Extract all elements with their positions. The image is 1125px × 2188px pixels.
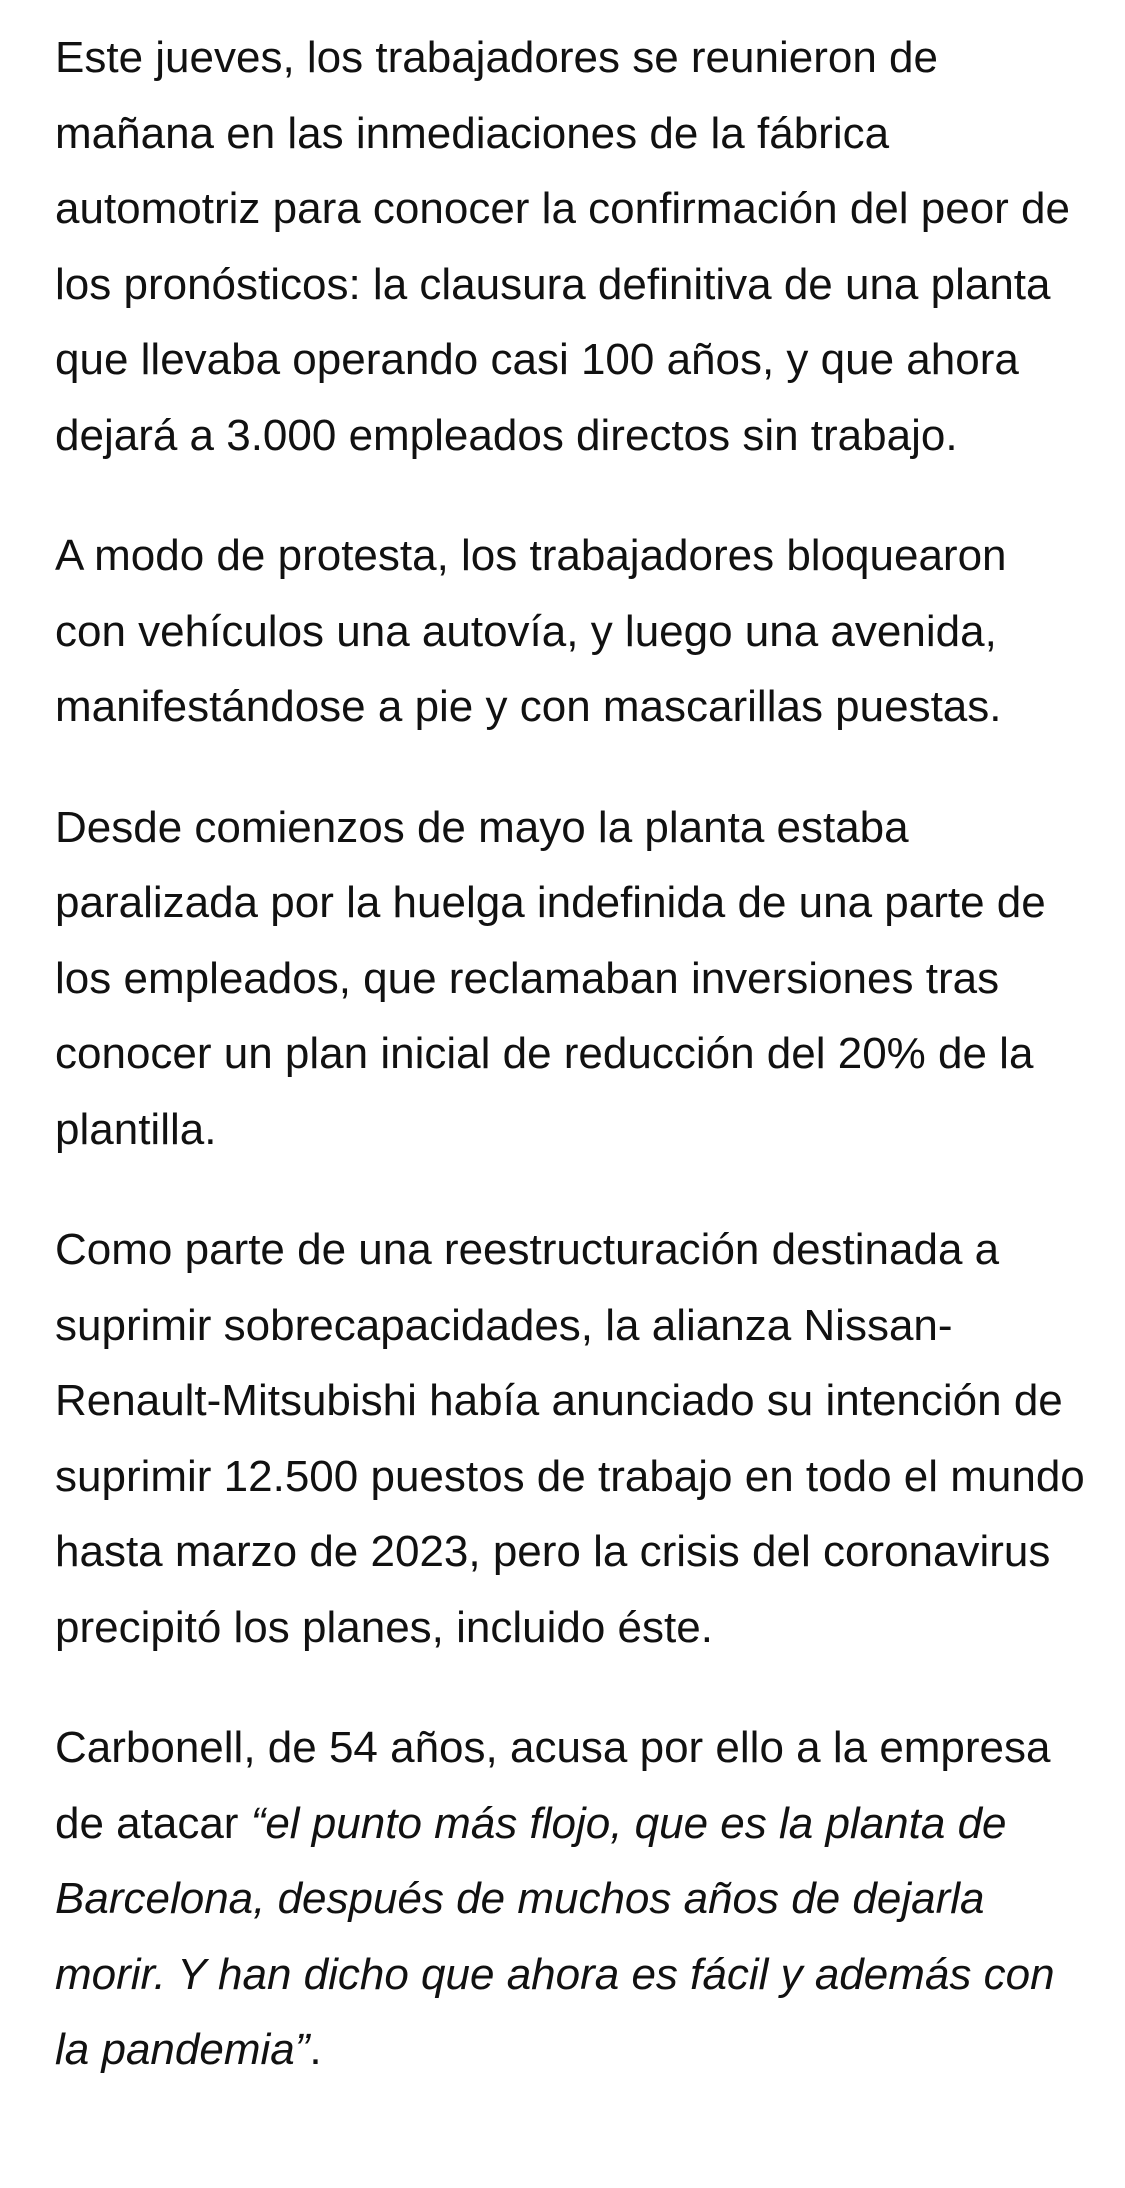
paragraph: Como parte de una reestructuración destinada a suprimir sobrecapacidades, la alianza Nissan-Renault-Mitsubishi había anunciado su intención de suprimir 12.500 puestos de trabajo en todo el mundo hasta marzo de 2023, pero la crisis del coronavirus precipitó los planes, incluido éste. <box>55 1225 1085 1652</box>
paragraph: Este jueves, los trabajadores se reunieron de mañana en las inmediaciones de la fábrica automotriz para conocer la confirmación del peor de los pronósticos: la clausura definitiva de una planta que llevaba operando casi 100 años, y que ahora dejará a 3.000 empleados directos sin trabajo. <box>55 33 1070 460</box>
article-body <box>55 20 1085 2133</box>
paragraph-quote <box>55 1710 1085 2088</box>
paragraph: Desde comienzos de mayo la planta estaba paralizada por la huelga indefinida de una parte de los empleados, que reclamaban inversiones tras conocer un plan inicial de reducción del 20% de la plantilla. <box>55 802 1046 1154</box>
quote-text: “el punto más flojo, que es la planta de Barcelona, después de muchos años de dejarla morir. Y han dicho que ahora es fácil y además con la pandemia” <box>55 1798 1055 2074</box>
paragraph-lead: Carbonell, de 54 años, acusa por ello a la empresa de atacar <box>55 1723 1051 1848</box>
paragraph-tail: . <box>309 2025 322 2074</box>
paragraph: A modo de protesta, los trabajadores bloquearon con vehículos una autovía, y luego una avenida, manifestándose a pie y con mascarillas puestas. <box>55 531 1007 731</box>
